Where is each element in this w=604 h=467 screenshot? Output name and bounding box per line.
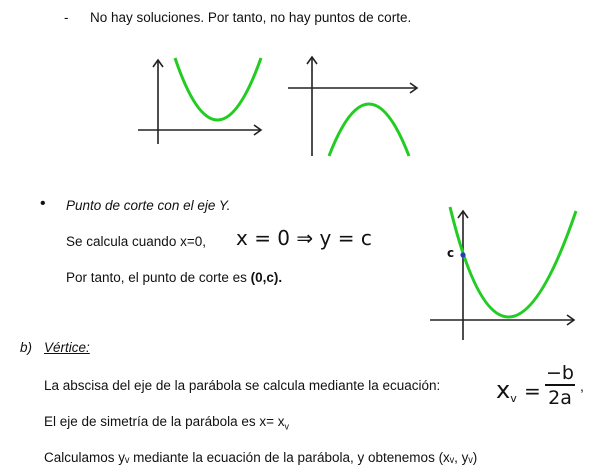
formula-numerator: −b [546,362,574,384]
formula-trailing-comma: , [580,378,584,394]
graph-y-intercept [428,205,578,345]
axis-text-subscript: v [284,421,290,432]
conclusion-text [66,270,282,285]
list-dash: - [64,10,69,25]
condition-text: Se calcula cuando x=0, [66,234,206,249]
parabola-curve [329,104,409,156]
section-index: b) [20,340,33,355]
formula-equals: = [524,379,541,403]
bullet: • [40,195,46,212]
section-heading-vertex: Vértice: [44,340,90,355]
graph-parabola-down [285,52,420,160]
formula-lhs [496,376,517,405]
formula-subscript: v [510,392,517,405]
formula-fraction [544,362,576,410]
y-intercept-label: c [447,246,455,260]
graph-axes [430,211,574,340]
formula-x: x [496,376,511,404]
conclusion-prefix: Por tanto, el punto de corte es [66,270,251,285]
graph-axes [288,57,417,156]
axis-text-main: El eje de simetría de la parábola es x= x [44,414,285,429]
formula-denominator: 2a [548,387,572,409]
conclusion-point: (0,c). [250,270,283,285]
abscissa-text: La abscisa del eje de la parábola se calcula mediante la ecuación: [44,378,441,393]
no-solutions-text: No hay soluciones. Por tanto, no hay puntos de corte. [90,10,412,25]
parabola-curve [450,207,576,317]
y-intercept-equation: x = 0 ⇒ y = c [236,226,372,250]
graph-axes [138,60,261,144]
y-intercept-point [460,252,465,257]
parabola-curve [175,58,261,120]
axis-symmetry-text [44,414,289,432]
section-heading-y-intercept: Punto de corte con el eje Y. [66,198,231,213]
compute-text: Calculamos yᵥ mediante la ecuación de la parábola, y obtenemos (xᵥ, yᵥ) [44,450,478,465]
graph-parabola-up [135,52,265,152]
